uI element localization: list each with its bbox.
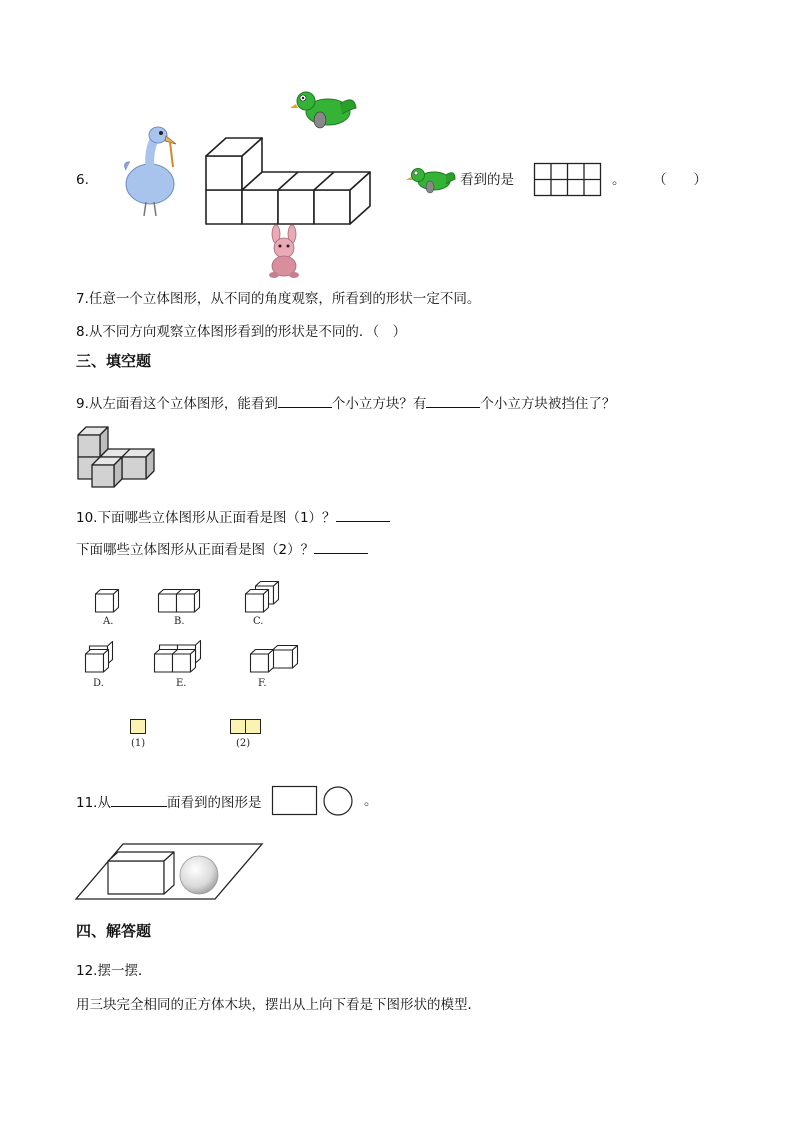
option-d-label: D. xyxy=(93,678,104,689)
q10-line1 xyxy=(76,507,390,527)
q11-part2: 面看到的图形是 xyxy=(166,795,262,811)
green-bird-small-icon xyxy=(406,165,456,197)
q7-text: 7.任意一个立体图形，从不同的角度观察，所看到的形状一定不同。 xyxy=(76,291,481,307)
rabbit-icon xyxy=(262,226,306,278)
figure-1-square xyxy=(130,719,148,735)
q10-blank-2[interactable] xyxy=(314,539,368,554)
figure-2-squares xyxy=(230,719,264,735)
q9-part3: 个小立方块被挡住了？ xyxy=(480,396,616,412)
q6-end-mark: 。 xyxy=(612,172,626,188)
option-b-figure xyxy=(158,589,202,613)
top-view-grid-figure xyxy=(534,163,602,197)
q6-number: 6. xyxy=(76,172,89,188)
q9-gray-cubes-figure xyxy=(77,425,157,489)
figure-2-label: (2) xyxy=(236,738,251,749)
green-bird-icon xyxy=(290,86,358,134)
option-a-label: A. xyxy=(103,616,114,627)
q10-line1-text: 10.下面哪些立体图形从正面看是图（1）？ xyxy=(76,510,336,526)
q11-line xyxy=(76,792,261,812)
q10-line2-text: 下面哪些立体图形从正面看是图（2）？ xyxy=(76,542,315,558)
q9-blank-2[interactable] xyxy=(426,393,480,408)
q9-line xyxy=(76,393,615,413)
q11-part1: 11.从 xyxy=(76,795,111,811)
option-b-label: B. xyxy=(174,616,185,627)
section-4-title: 四、解答题 xyxy=(76,922,152,940)
q8-text: 8.从不同方向观察立体图形看到的形状是不同的．（ ） xyxy=(76,324,407,340)
q11-blank[interactable] xyxy=(111,792,167,807)
blue-bird-icon xyxy=(120,122,184,220)
q9-part2: 个小立方块？有 xyxy=(331,396,427,412)
option-e-label: E. xyxy=(176,678,187,689)
q6-seen-text: 看到的是 xyxy=(460,172,514,188)
q6-answer-paren[interactable]: （ ） xyxy=(653,172,707,188)
option-a-figure xyxy=(95,589,121,613)
q11-rectangle-circle-figure xyxy=(272,786,356,816)
option-c-figure xyxy=(245,581,279,613)
q10-blank-1[interactable] xyxy=(336,507,390,522)
q12-text: 用三块完全相同的正方体木块，摆出从上向下看是下图形状的模型． xyxy=(76,997,481,1013)
q9-blank-1[interactable] xyxy=(278,393,332,408)
cube-structure-figure xyxy=(205,138,375,226)
option-c-label: C. xyxy=(253,616,264,627)
option-f-label: F. xyxy=(258,678,267,689)
option-f-figure xyxy=(250,645,298,673)
q9-part1: 9.从左面看这个立体图形，能看到 xyxy=(76,396,278,412)
q12-title: 12.摆一摆． xyxy=(76,963,152,979)
figure-1-label: (1) xyxy=(131,738,146,749)
option-e-figure xyxy=(154,643,204,673)
q11-cuboid-sphere-figure xyxy=(75,843,265,901)
section-3-title: 三、填空题 xyxy=(76,352,152,370)
q11-end-mark: 。 xyxy=(364,793,378,809)
q10-line2 xyxy=(76,539,368,559)
option-d-figure xyxy=(85,645,115,673)
